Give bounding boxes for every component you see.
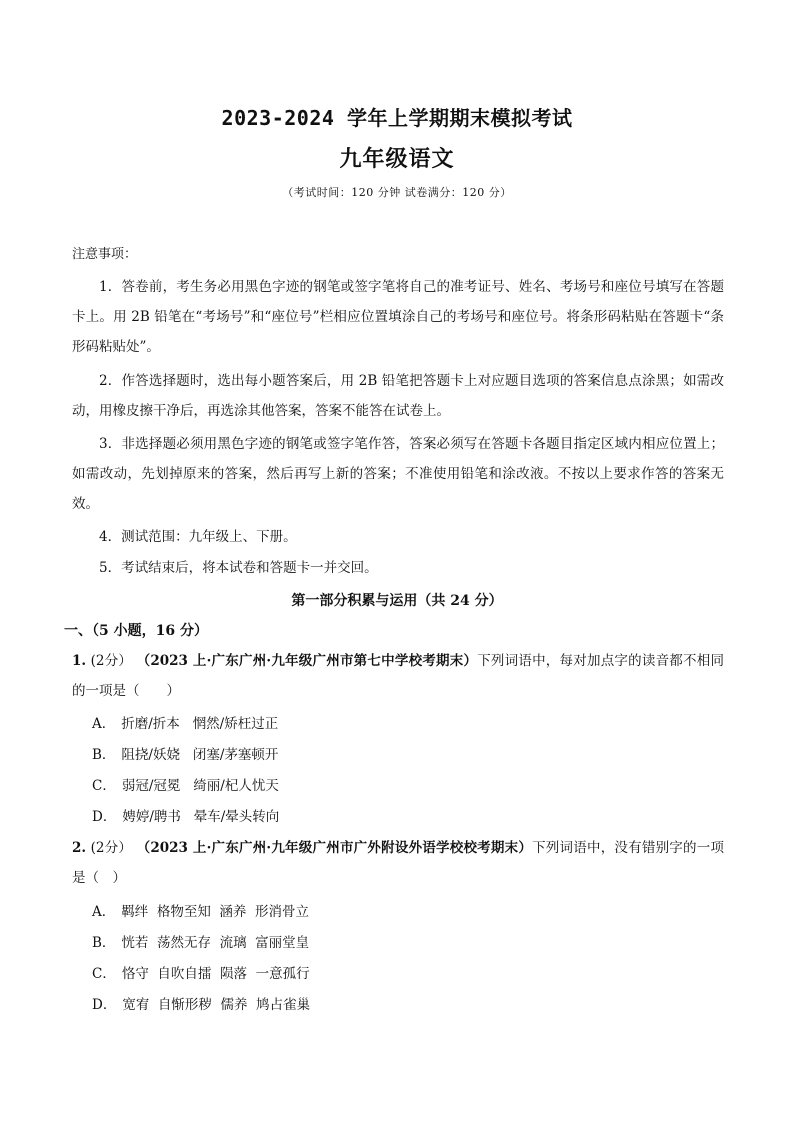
exam-subtitle: 九年级语文: [339, 146, 455, 172]
question-source: （2023 上·广东广州·九年级广州市广外附设外语学校校考期末）: [136, 840, 533, 856]
q1-option-b: [92, 740, 278, 770]
option-letter: B．: [92, 747, 116, 763]
notice-item-2: 2．作答选择题时，选出每小题答案后，用 2B 铅笔把答题卡上对应题目选项的答案信息点涂黑；如需改动，用橡皮擦干净后，再选涂其他答案，答案不能答在试卷上。: [72, 373, 724, 419]
notice-item-1: 1．答卷前，考生务必用黑色字迹的钢笔或签字笔将自己的准考证号、姓名、考场号和座位号填写在答题卡上。用 2B 铅笔在“考场号”和“座位号”栏相应位置填涂自己的考场号和座位号。将条形码粘贴在答题卡“条形码粘贴处”。: [72, 279, 724, 355]
q2-option-b: [92, 928, 309, 958]
question-stem: 下列词语中，没有错别字的一项是（ ）: [72, 840, 724, 886]
option-text: 折磨/折本 惘然/矫枉过正: [121, 716, 279, 732]
question-number: 1.: [72, 653, 87, 669]
question-source: （2023 上·广东广州·九年级广州市第七中学校考期末）: [136, 653, 478, 669]
q2-option-a: [92, 897, 309, 927]
q2-option-c: [92, 959, 310, 989]
question-stem: 下列词语中，每对加点字的读音都不相同的一项是（ ）: [72, 653, 724, 699]
option-text: 宽宥 自惭形秽 儒养 鸠占雀巢: [122, 997, 311, 1013]
question-number: 2.: [72, 840, 87, 856]
q1-option-c: [92, 771, 279, 801]
option-letter: C．: [92, 778, 116, 794]
section-title: 一、（5 小题，16 分）: [64, 623, 208, 639]
question-score: (2分）: [90, 840, 133, 856]
question-2: [72, 833, 724, 893]
exam-info: （考试时间：120 分钟 试卷满分：120 分）: [282, 186, 512, 199]
question-1: [72, 646, 724, 706]
notice-item-5: 5．考试结束后，将本试卷和答题卡一并交回。: [99, 560, 378, 576]
q2-option-d: [92, 990, 310, 1020]
option-letter: A．: [92, 904, 116, 920]
question-score: (2分）: [90, 653, 133, 669]
notice-label: 注意事项：: [72, 247, 138, 262]
exam-title: 2023-2024 学年上学期期末模拟考试: [221, 106, 573, 130]
option-text: 娉婷/聘书 晕车/晕头转向: [122, 809, 280, 825]
notice-item-3: 3．非选择题必须用黑色字迹的钢笔或签字笔作答，答案必须写在答题卡各题目指定区域内相应位置上；如需改动，先划掉原来的答案，然后再写上新的答案；不准使用铅笔和涂改液。不按以上要求作答的答案无效。: [72, 436, 724, 512]
option-letter: A．: [92, 716, 116, 732]
option-text: 恪守 自吹自擂 陨落 一意孤行: [121, 966, 310, 982]
option-letter: D．: [92, 997, 117, 1013]
option-text: 羁绊 格物至知 涵养 形消骨立: [121, 904, 309, 920]
part-title: 第一部分积累与运用（共 24 分）: [291, 593, 503, 609]
option-text: 弱冠/冠冕 绮丽/杞人忧天: [121, 778, 279, 794]
option-letter: B．: [92, 935, 116, 951]
notice-item-4: 4．测试范围：九年级上、下册。: [99, 529, 297, 545]
q1-option-a: [92, 709, 278, 739]
option-text: 阻挠/妖娆 闭塞/茅塞顿开: [121, 747, 279, 763]
option-text: 恍若 荡然无存 流璃 富丽堂皇: [121, 935, 310, 951]
option-letter: C．: [92, 966, 116, 982]
option-letter: D．: [92, 809, 117, 825]
q1-option-d: [92, 802, 279, 832]
